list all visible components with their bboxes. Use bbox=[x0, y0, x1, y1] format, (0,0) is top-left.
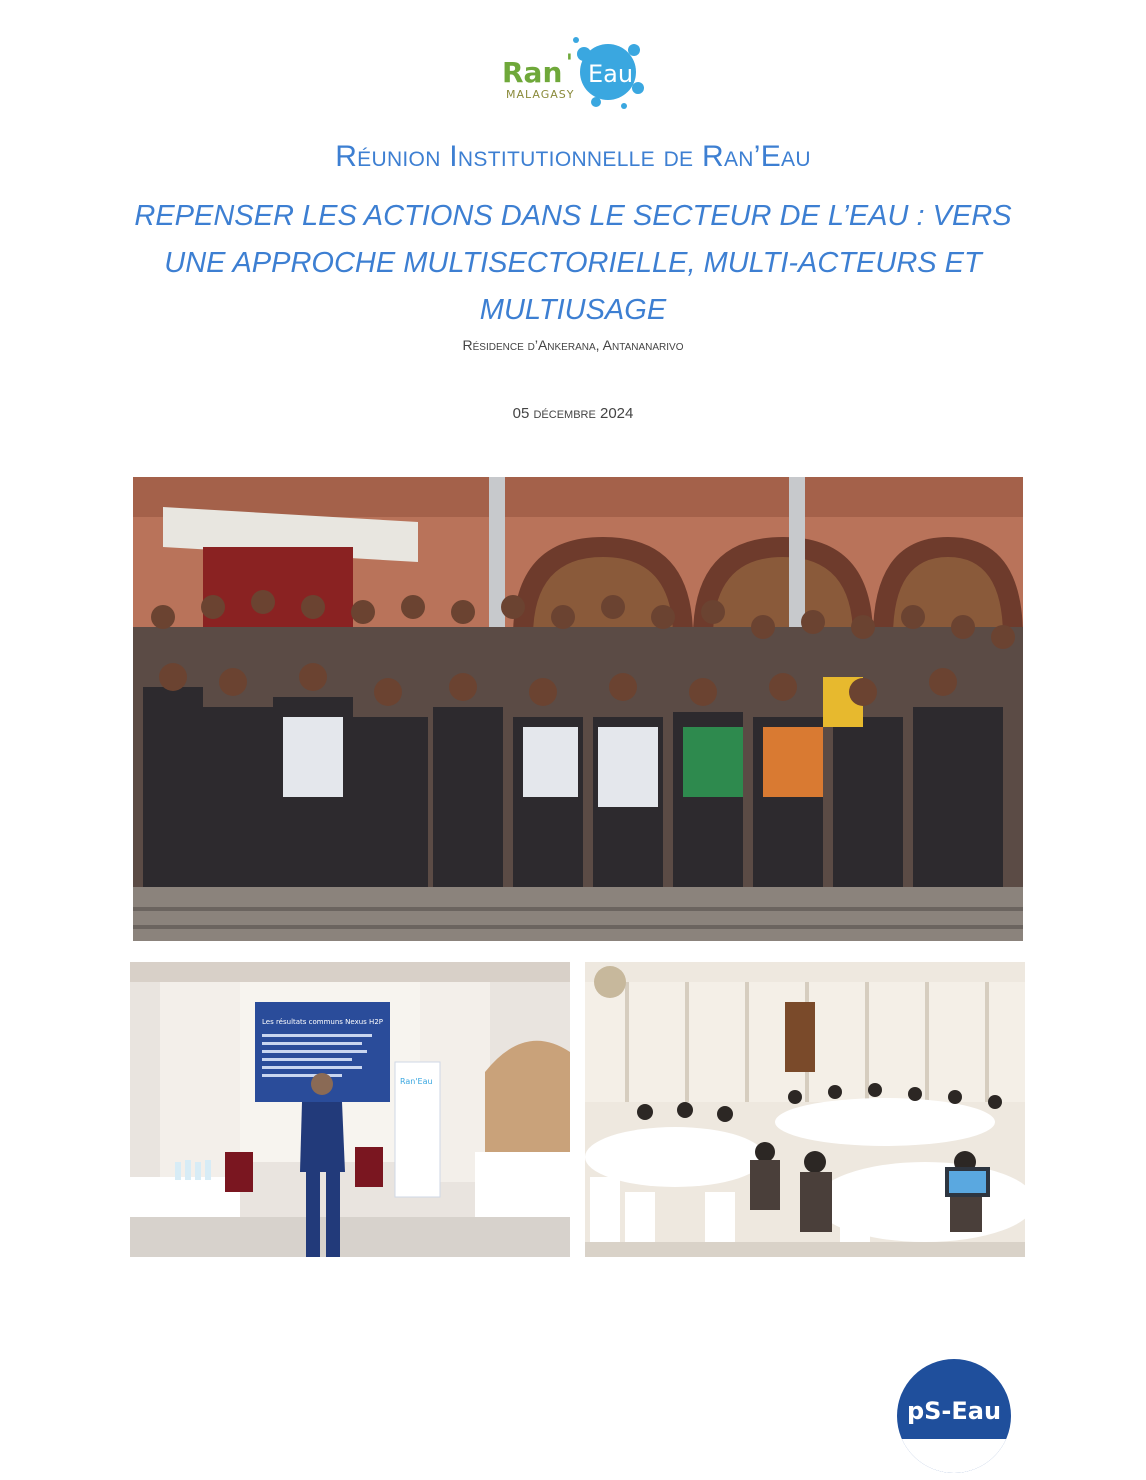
group-photo bbox=[133, 477, 1023, 941]
presentation-photo bbox=[130, 962, 570, 1257]
pseau-logo bbox=[897, 1359, 1011, 1473]
raneau-logo bbox=[496, 36, 652, 116]
banner-brand: Ran'Eau bbox=[400, 1077, 433, 1086]
date-line: 05 décembre 2024 bbox=[512, 405, 634, 422]
logo-apostrophe: ' bbox=[566, 51, 573, 76]
logo-malagasy-text: MALAGASY bbox=[506, 88, 575, 101]
wave-icon bbox=[897, 1439, 1011, 1473]
conference-room-photo bbox=[585, 962, 1025, 1257]
pseau-label: pS-Eau bbox=[906, 1397, 1002, 1425]
slide-heading: Les résultats communs Nexus H2P bbox=[262, 1018, 383, 1026]
venue-line: Résidence d’Ankerana, Antananarivo bbox=[462, 337, 684, 353]
logo-eau-text: Eau bbox=[588, 60, 634, 88]
document-subtitle: REPENSER LES ACTIONS DANS LE SECTEUR DE L’EAU : VERS UNE APPROCHE MULTISECTORIELLE, MULTI-ACTEURS ET MULTIUSAGE bbox=[134, 200, 1012, 326]
logo-ran-text: Ran bbox=[502, 56, 563, 89]
document-title: Réunion Institutionnelle de Ran’Eau bbox=[335, 140, 811, 173]
